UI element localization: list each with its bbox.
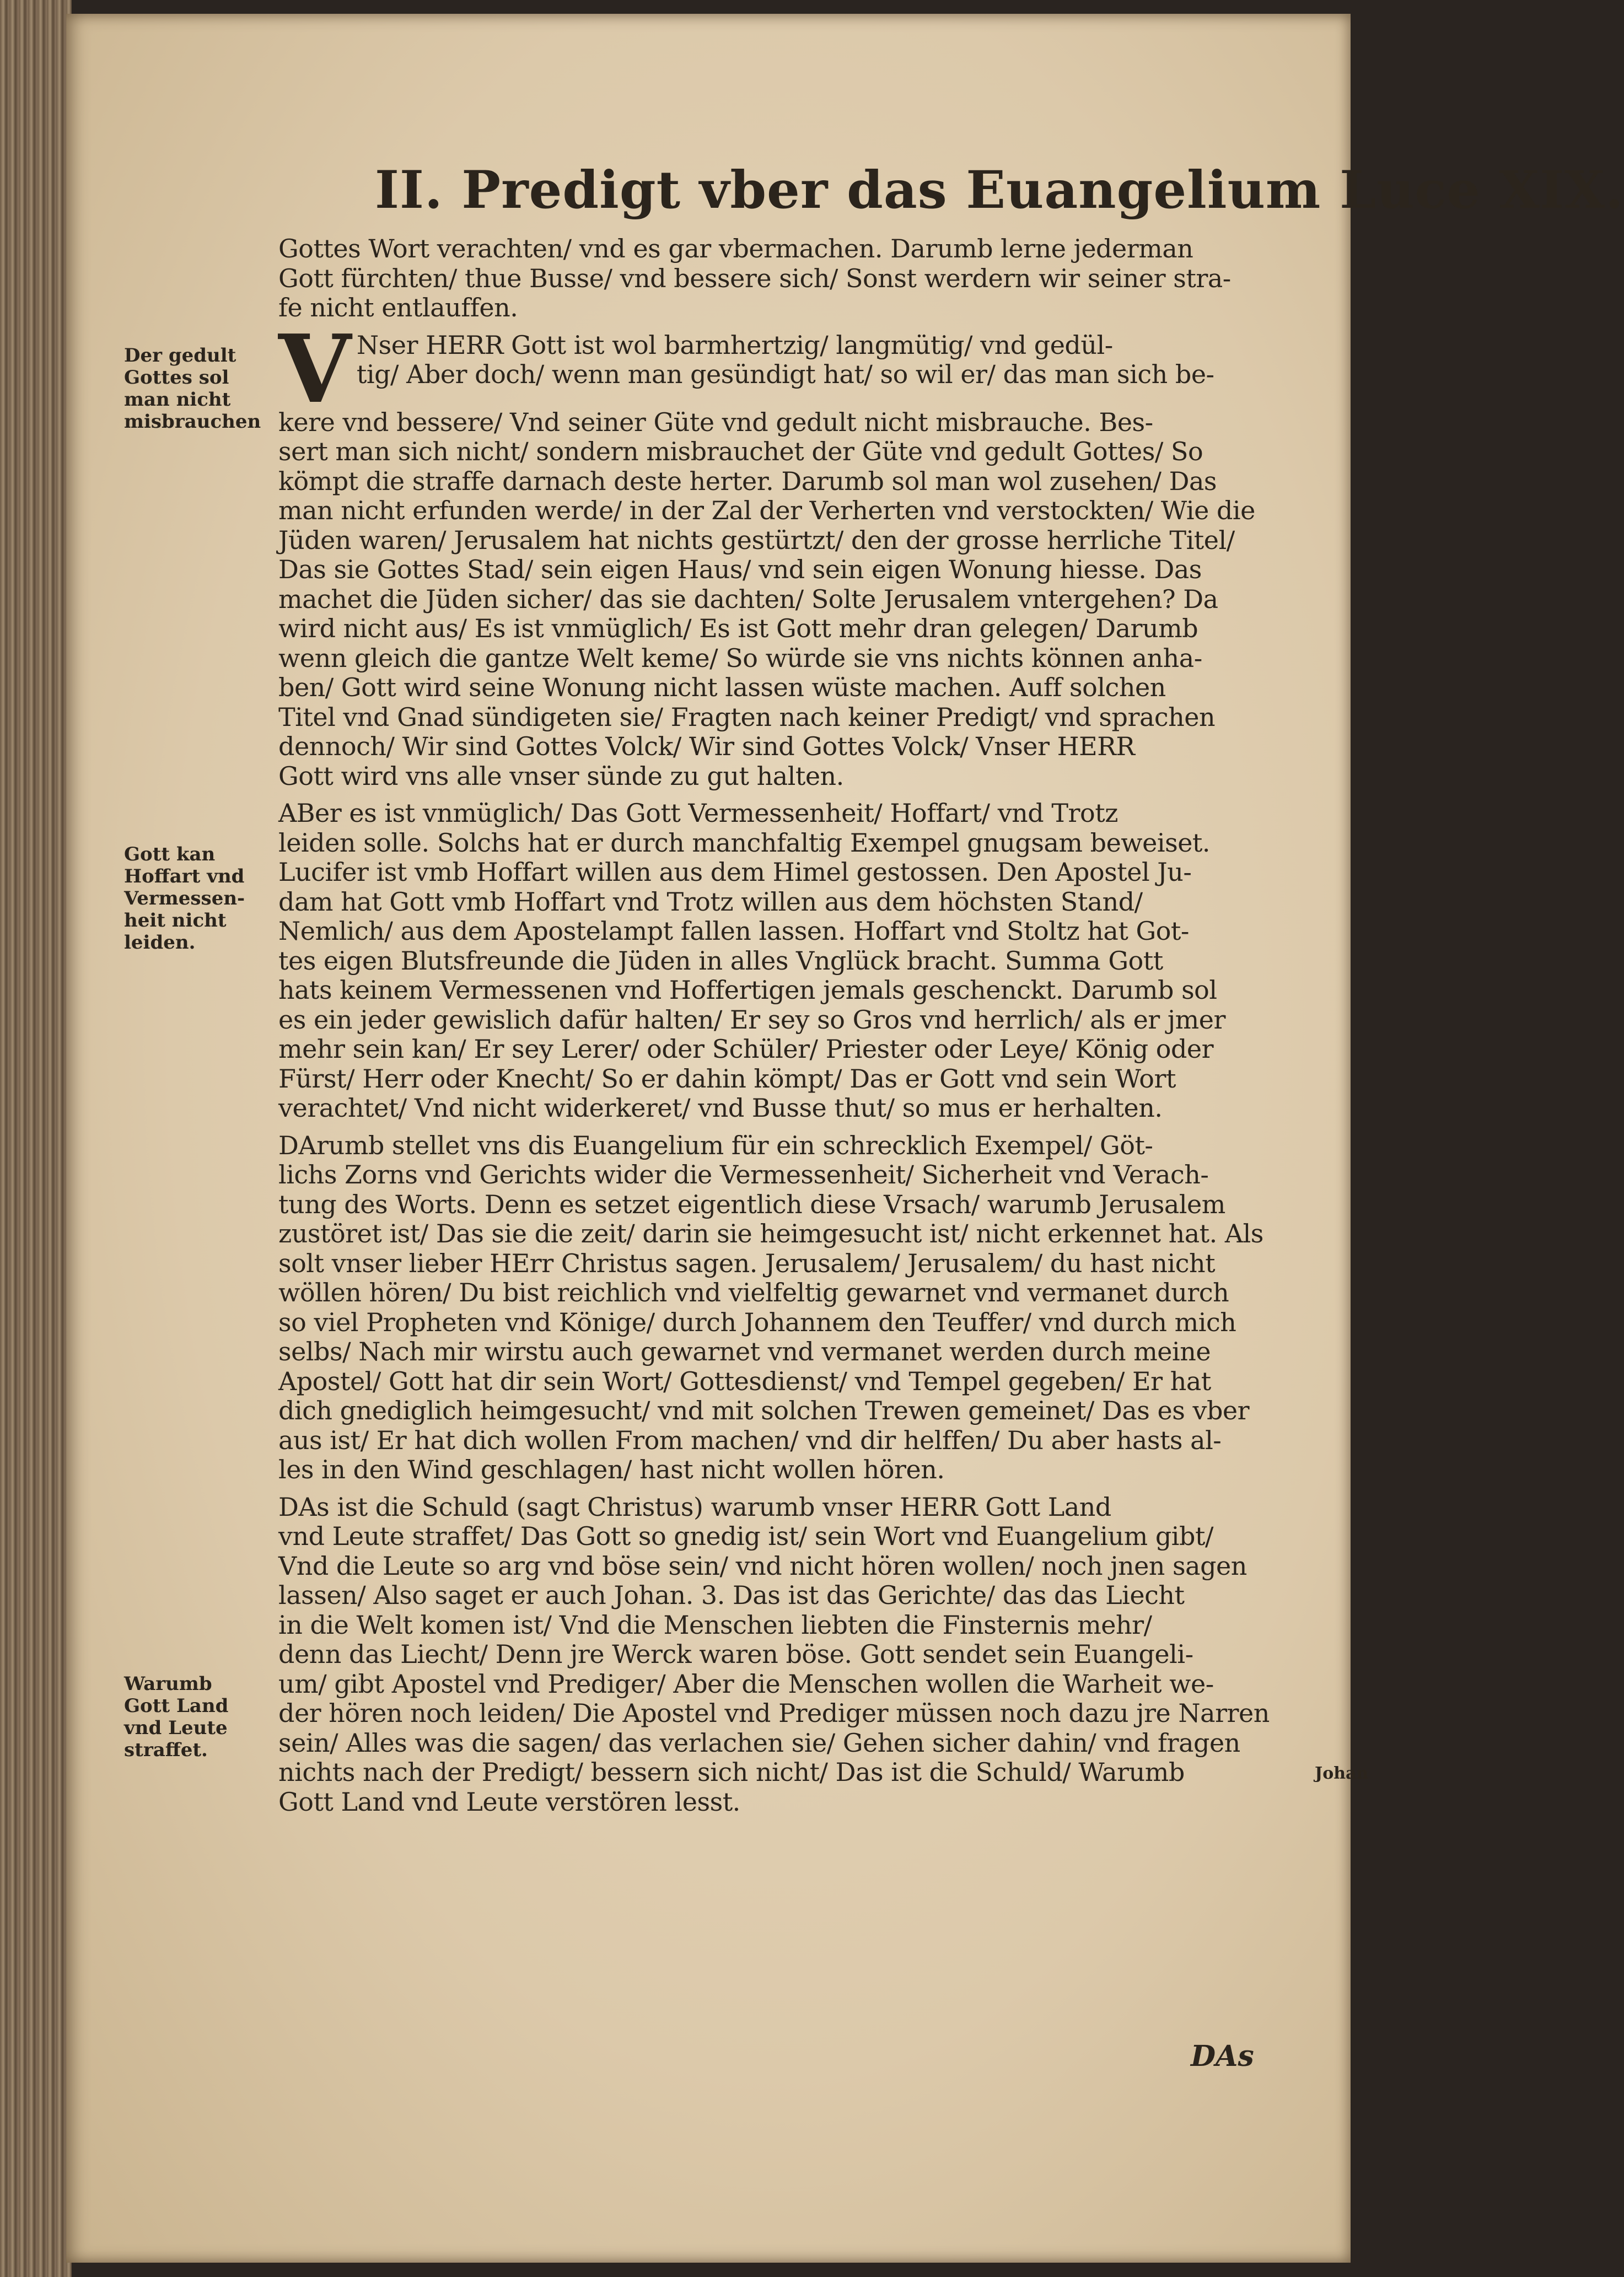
text-line: Jüden waren/ Jerusalem hat nichts gestürtzt/ den der grosse herrliche Titel/ — [278, 525, 1235, 555]
drop-initial: V — [278, 314, 351, 424]
body-text — [278, 234, 1304, 1817]
paragraph — [278, 314, 1304, 792]
text-line: so viel Propheten vnd Könige/ durch Johannem den Teuffer/ vnd durch mich — [278, 1307, 1236, 1337]
margin-note-line: straffet. — [124, 1739, 208, 1761]
text-line: mehr sein kan/ Er sey Lerer/ oder Schüler/ Priester oder Leye/ König oder — [278, 1034, 1214, 1064]
margin-note-line: misbrauchen — [124, 411, 261, 433]
text-line: Nemlich/ aus dem Apostelampt fallen lassen. Hoffart vnd Stoltz hat Got- — [278, 916, 1189, 946]
text-line: selbs/ Nach mir wirstu auch gewarnet vnd vermanet werden durch meine — [278, 1337, 1211, 1366]
text-line: Vnd die Leute so arg vnd böse sein/ vnd nicht hören wollen/ noch jnen sagen — [278, 1551, 1247, 1581]
margin-note-line: Vermessen- — [124, 887, 245, 909]
text-line: Titel vnd Gnad sündigeten sie/ Fragten nach keiner Predigt/ vnd sprachen — [278, 702, 1216, 732]
text-line: machet die Jüden sicher/ das sie dachten/ Solte Jerusalem vntergehen? Da — [278, 584, 1218, 614]
text-line: ben/ Gott wird seine Wonung nicht lassen wüste machen. Auff solchen — [278, 672, 1166, 702]
text-line: sein/ Alles was die sagen/ das verlachen sie/ Gehen sicher dahin/ vnd fragen — [278, 1727, 1240, 1758]
margin-note-hoffart — [124, 843, 284, 954]
text-line: les in den Wind geschlagen/ hast nicht wollen hören. — [278, 1455, 945, 1484]
text-line: Das sie Gottes Stad/ sein eigen Haus/ vnd sein eigen Wonung hiesse. Das — [278, 555, 1202, 584]
text-line: Gott Land vnd Leute verstören lesst. — [278, 1786, 740, 1817]
text-line: verachtet/ Vnd nicht widerkeret/ vnd Busse thut/ so mus er herhalten. — [278, 1093, 1163, 1123]
text-line: der hören noch leiden/ Die Apostel vnd Prediger müssen noch dazu jre Narren — [278, 1698, 1270, 1728]
text-line: tig/ Aber doch/ wenn man gesündigt hat/ so wil er/ das man sich be- — [356, 359, 1214, 389]
text-line: Fürst/ Herr oder Knecht/ So er dahin kömpt/ Das er Gott vnd sein Wort — [278, 1063, 1176, 1094]
text-line: dennoch/ Wir sind Gottes Volck/ Wir sind Gottes Volck/ Vnser HERR — [278, 731, 1135, 761]
text-line: Gottes Wort verachten/ vnd es gar vbermachen. Darumb lerne jederman — [278, 234, 1193, 263]
margin-note-line: vnd Leute — [124, 1717, 228, 1739]
text-line: dich gnediglich heimgesucht/ vnd mit solchen Trewen gemeinet/ Das es vber — [278, 1396, 1250, 1425]
text-line: tung des Worts. Denn es setzet eigentlich diese Vrsach/ warumb Jerusalem — [278, 1189, 1225, 1219]
margin-note-line: Der gedult — [124, 344, 236, 367]
margin-note-line: Warumb — [124, 1673, 212, 1695]
text-line: es ein jeder gewislich dafür halten/ Er sey so Gros vnd herrlich/ als er jmer — [278, 1004, 1225, 1035]
text-line: lassen/ Also saget er auch Johan. 3. Das ist das Gerichte/ das das Liecht — [278, 1580, 1185, 1610]
text-line: Nser HERR Gott ist wol barmhertzig/ langmütig/ vnd gedül- — [356, 330, 1113, 360]
paragraph — [278, 799, 1304, 1123]
text-line: Apostel/ Gott hat dir sein Wort/ Gottesdienst/ vnd Tempel gegeben/ Er hat — [278, 1366, 1211, 1396]
margin-note-line: Hoffart vnd — [124, 865, 245, 887]
margin-note-warumb — [124, 1673, 284, 1761]
catchword: DAs — [1191, 2039, 1254, 2073]
text-line: man nicht erfunden werde/ in der Zal der Verherten vnd verstockten/ Wie die — [278, 496, 1255, 525]
paragraph — [278, 1131, 1304, 1485]
text-line: leiden solle. Solchs hat er durch manchfaltig Exempel gnugsam beweiset. — [278, 827, 1211, 858]
margin-note-line: Gott kan — [124, 843, 216, 865]
text-line: Lucifer ist vmb Hoffart willen aus dem Himel gestossen. Den Apostel Ju- — [278, 857, 1192, 887]
book-page-edges — [0, 0, 72, 2277]
text-line: Gott fürchten/ thue Busse/ vnd bessere sich/ Sonst werdern wir seiner stra- — [278, 263, 1231, 293]
text-line: um/ gibt Apostel vnd Prediger/ Aber die Menschen wollen die Warheit we- — [278, 1668, 1214, 1699]
text-line: ABer es ist vnmüglich/ Das Gott Vermessenheit/ Hoffart/ vnd Trotz — [278, 798, 1118, 828]
bible-reference-note: Johan — [1315, 1764, 1369, 1783]
text-line: fe nicht entlauffen. — [278, 293, 518, 322]
margin-note-line: heit nicht — [124, 909, 227, 932]
margin-note-gedult — [124, 344, 284, 433]
text-line: DAs ist die Schuld (sagt Christus) warumb vnser HERR Gott Land — [278, 1492, 1111, 1522]
text-line: vnd Leute straffet/ Das Gott so gnedig ist/ sein Wort vnd Euangelium gibt/ — [278, 1521, 1213, 1551]
margin-note-line: man nicht — [124, 389, 231, 411]
running-head: II. Predigt vber das Euangelium Luce XIX. — [375, 160, 1624, 220]
margin-note-line: Gott Land — [124, 1695, 229, 1717]
text-line: sert man sich nicht/ sondern misbrauchet der Güte vnd gedult Gottes/ So — [278, 437, 1203, 466]
text-line: Gott wird vns alle vnser sünde zu gut halten. — [278, 761, 844, 791]
text-line: kömpt die straffe darnach deste herter. Darumb sol man wol zusehen/ Das — [278, 466, 1217, 496]
paragraph — [278, 234, 1304, 323]
text-line: dam hat Gott vmb Hoffart vnd Trotz willen aus dem höchsten Stand/ — [278, 886, 1143, 917]
paragraph — [278, 1493, 1304, 1817]
text-line: zustöret ist/ Das sie die zeit/ darin sie heimgesucht ist/ nicht erkennet hat. Als — [278, 1219, 1263, 1248]
text-line: wenn gleich die gantze Welt keme/ So würde sie vns nichts können anha- — [278, 643, 1202, 673]
text-line: lichs Zorns vnd Gerichts wider die Vermessenheit/ Sicherheit vnd Verach- — [278, 1160, 1209, 1189]
text-line: solt vnser lieber HErr Christus sagen. Jerusalem/ Jerusalem/ du hast nicht — [278, 1248, 1216, 1278]
text-line: hats keinem Vermessenen vnd Hoffertigen jemals geschenckt. Darumb sol — [278, 975, 1217, 1005]
text-line: nichts nach der Predigt/ bessern sich nicht/ Das ist die Schuld/ Warumb — [278, 1757, 1185, 1787]
margin-note-line: leiden. — [124, 932, 196, 954]
text-line: tes eigen Blutsfreunde die Jüden in alles Vnglück bracht. Summa Gott — [278, 945, 1163, 976]
margin-note-line: Gottes sol — [124, 367, 229, 389]
text-line: aus ist/ Er hat dich wollen From machen/ vnd dir helffen/ Du aber hasts al- — [278, 1425, 1222, 1455]
text-line: wird nicht aus/ Es ist vnmüglich/ Es ist Gott mehr dran gelegen/ Darumb — [278, 613, 1198, 643]
text-line: DArumb stellet vns dis Euangelium für ein schrecklich Exempel/ Göt- — [278, 1130, 1153, 1160]
text-line: in die Welt komen ist/ Vnd die Menschen liebten die Finsternis mehr/ — [278, 1609, 1152, 1640]
text-line: denn das Liecht/ Denn jre Werck waren böse. Gott sendet sein Euangeli- — [278, 1639, 1193, 1669]
text-line: kere vnd bessere/ Vnd seiner Güte vnd gedult nicht misbrauche. Bes- — [278, 407, 1153, 437]
text-line: wöllen hören/ Du bist reichlich vnd vielfeltig gewarnet vnd vermanet durch — [278, 1278, 1229, 1307]
